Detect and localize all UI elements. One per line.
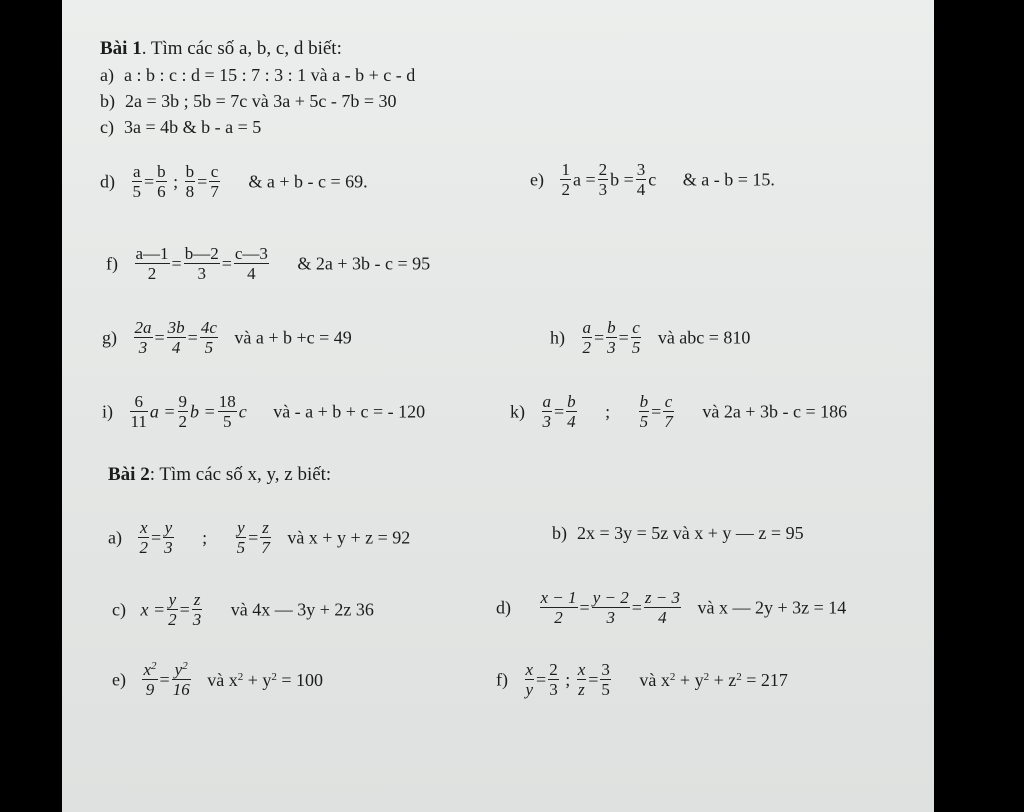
fraction: $\frac{9}{2}$ — [178, 392, 188, 431]
fraction: $\frac{x}{y}$ — [525, 660, 534, 699]
item-label: k) — [510, 401, 525, 422]
item-label: a) — [108, 527, 122, 548]
item-label: h) — [550, 327, 565, 348]
bai2-item-c: c) x = $\frac{y}{2}$ = $\frac{z}{3}$ và 4x — 3y + 2z 36 — [112, 590, 374, 629]
fraction: $\frac{b}{5}$ — [639, 392, 649, 431]
fraction: $\frac{c}{7}$ — [210, 162, 219, 201]
item-condition: và $x^2 + y^2 = 100$ — [207, 669, 323, 690]
fraction: $\frac{y}{2}$ — [168, 590, 177, 629]
bai1-item-i: i) $\frac{6}{11}$ a = $\frac{9}{2}$ b = $\frac{18}{5}$ c và - a + b + c = - 120 — [102, 392, 426, 431]
bai1-label: Bài 1 — [100, 38, 142, 59]
item-condition: và 2a + 3b - c = 186 — [702, 401, 848, 422]
fraction: $\frac{2}{3}$ — [549, 660, 558, 699]
bai2-instruction: : Tìm các số x, y, z biết: — [149, 464, 332, 485]
fraction: $\frac{b}{8}$ — [185, 162, 195, 201]
item-condition: và a + b +c = 49 — [234, 327, 352, 348]
fraction: $\frac{1}{2}$ — [561, 160, 570, 199]
item-text: 2x = 3y = 5z và x + y — z = 95 — [577, 523, 804, 543]
fraction: $\frac{a}{5}$ — [132, 162, 141, 201]
fraction: $\frac{c}{5}$ — [631, 318, 641, 357]
bai2-item-d: d) $\frac{x - 1}{2}$ = $\frac{y - 2}{3}$ = $\frac{z - 3}{4}$ và x — 2y + 3z = 14 — [496, 588, 847, 627]
item-label: d) — [496, 597, 511, 618]
bai2-label: Bài 2 — [108, 464, 150, 485]
fraction: $\frac{4c}{5}$ — [200, 318, 217, 357]
item-condition: & a - b = 15. — [682, 169, 775, 190]
item-condition: và x + y + z = 92 — [287, 527, 411, 548]
item-condition: và $x^2 + y^2 + z^2 = 217$ — [639, 669, 788, 690]
bai2-item-e: e) $\frac{x^2}{9}$ = $\frac{y^2}{16}$ và $x^2 + y^2 = 100$ — [112, 660, 323, 699]
item-condition: và - a + b + c = - 120 — [273, 401, 426, 422]
bai1-item-d: d) $\frac{a}{5}$ = $\frac{b}{6}$ ; $\frac{b}{8}$ = $\frac{c}{7}$ & a + b - c = 69. — [100, 162, 368, 201]
bai1-item-a — [100, 64, 415, 86]
item-text: 2a = 3b ; 5b = 7c và 3a + 5c - 7b = 30 — [125, 91, 397, 111]
fraction: $\frac{y^2}{16}$ — [172, 660, 190, 699]
item-condition: và abc = 810 — [657, 327, 751, 348]
fraction: $\frac{b—2}{3}$ — [184, 244, 219, 283]
item-label: d) — [100, 171, 115, 192]
fraction: $\frac{6}{11}$ — [130, 392, 147, 431]
item-label: f) — [106, 253, 118, 274]
bai1-item-c — [100, 116, 261, 138]
item-label: b) — [100, 91, 115, 111]
fraction: $\frac{a—1}{2}$ — [135, 244, 169, 283]
fraction: $\frac{3}{5}$ — [601, 660, 610, 699]
item-label: e) — [112, 669, 126, 690]
fraction: $\frac{2}{3}$ — [598, 160, 608, 199]
fraction: $\frac{b}{4}$ — [567, 392, 576, 431]
fraction: $\frac{18}{5}$ — [218, 392, 236, 431]
fraction: $\frac{a}{2}$ — [582, 318, 591, 357]
fraction: $\frac{a}{3}$ — [542, 392, 551, 431]
fraction: $\frac{z}{3}$ — [192, 590, 202, 629]
fraction: $\frac{z - 3}{4}$ — [644, 588, 680, 627]
bai1-item-h: h) $\frac{a}{2}$ = $\frac{b}{3}$ = $\frac{c}{5}$ và abc = 810 — [550, 318, 751, 357]
fraction: $\frac{c—3}{4}$ — [234, 244, 268, 283]
item-condition: và 4x — 3y + 2z 36 — [230, 599, 374, 620]
bai1-heading — [100, 38, 342, 60]
fraction: $\frac{3b}{4}$ — [167, 318, 185, 357]
fraction: $\frac{y}{5}$ — [236, 518, 246, 557]
item-condition: & a + b - c = 69. — [248, 171, 368, 192]
fraction: $\frac{b}{3}$ — [607, 318, 616, 357]
item-condition: và x — 2y + 3z = 14 — [697, 597, 847, 618]
bai2-item-f: f) $\frac{x}{y}$ = $\frac{2}{3}$ ; $\frac{x}{z}$ = $\frac{3}{5}$ và $x^2 + y^2 + z^2 = 217$ — [496, 660, 788, 699]
fraction: $\frac{3}{4}$ — [636, 160, 646, 199]
item-label: e) — [530, 169, 544, 190]
bai2-item-b — [552, 522, 804, 544]
bai1-item-g: g) $\frac{2a}{3}$ = $\frac{3b}{4}$ = $\frac{4c}{5}$ và a + b +c = 49 — [102, 318, 352, 357]
bai2-item-a: a) $\frac{x}{2}$ = $\frac{y}{3}$ ; $\frac{y}{5}$ = $\frac{z}{7}$ và x + y + z = 92 — [108, 518, 411, 557]
item-label: a) — [100, 65, 114, 85]
item-label: c) — [112, 599, 126, 620]
fraction: $\frac{y - 2}{3}$ — [592, 588, 629, 627]
item-label: g) — [102, 327, 117, 348]
fraction: $\frac{2a}{3}$ — [134, 318, 152, 357]
item-condition: & 2a + 3b - c = 95 — [297, 253, 431, 274]
item-text: 3a = 4b & b - a = 5 — [123, 117, 262, 137]
item-label: c) — [100, 117, 114, 137]
item-label: f) — [496, 669, 508, 690]
fraction: $\frac{c}{7}$ — [664, 392, 673, 431]
bai2-heading — [108, 464, 331, 486]
item-text: a : b : c : d = 15 : 7 : 3 : 1 và a - b + c - d — [123, 65, 416, 85]
item-label: i) — [102, 401, 113, 422]
fraction: $\frac{b}{6}$ — [157, 162, 166, 201]
bai1-item-e: e) $\frac{1}{2}$ a = $\frac{2}{3}$ b = $\frac{3}{4}$ c & a - b = 15. — [530, 160, 775, 199]
fraction: $\frac{x}{z}$ — [577, 660, 586, 699]
bai1-item-k: k) $\frac{a}{3}$ = $\frac{b}{4}$ ; $\frac{b}{5}$ = $\frac{c}{7}$ và 2a + 3b - c = 186 — [510, 392, 848, 431]
worksheet-page — [62, 0, 934, 812]
bai1-item-f: f) $\frac{a—1}{2}$ = $\frac{b—2}{3}$ = $\frac{c—3}{4}$ & 2a + 3b - c = 95 — [106, 244, 431, 283]
fraction: $\frac{x^2}{9}$ — [143, 660, 157, 699]
fraction: $\frac{z}{7}$ — [261, 518, 270, 557]
fraction: $\frac{x}{2}$ — [139, 518, 148, 557]
fraction: $\frac{y}{3}$ — [164, 518, 173, 557]
fraction: $\frac{x - 1}{2}$ — [540, 588, 577, 627]
bai1-item-b — [100, 90, 397, 112]
item-label: b) — [552, 523, 567, 543]
bai1-instruction: . Tìm các số a, b, c, d biết: — [141, 38, 342, 59]
